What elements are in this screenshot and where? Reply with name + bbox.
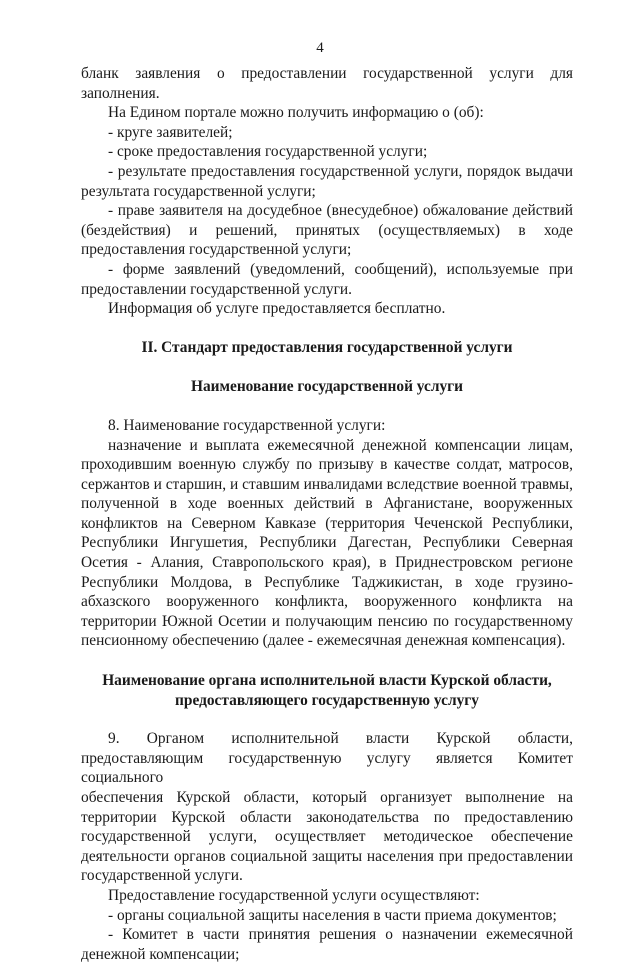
text-line: предоставления государственной услуги; bbox=[81, 241, 352, 259]
text-line: конфликтов на Северном Кавказе (территория Чеченской Республики, bbox=[81, 514, 573, 532]
text-line: предоставлении государственной услуги. bbox=[81, 280, 353, 298]
list-item: - органы социальной защиты населения в части приема документов; bbox=[108, 906, 557, 924]
list-item: - форме заявлений (уведомлений, сообщений), используемые при bbox=[108, 260, 573, 278]
list-item: - праве заявителя на досудебное (внесудебное) обжалование действий bbox=[108, 202, 573, 220]
text-line: 9. Органом исполнительной власти Курской области, bbox=[108, 730, 573, 748]
paragraph-title: 8. Наименование государственной услуги: bbox=[108, 416, 386, 434]
text-line: Осетия - Алания, Ставропольского края), в Приднестровском регионе bbox=[81, 554, 573, 572]
text-line: государственной услуги. bbox=[81, 867, 243, 885]
text-line: пенсионному обеспечению (далее - ежемесячная денежная компенсация). bbox=[81, 632, 566, 650]
text-line: бланк заявления о предоставлении государственной услуги для bbox=[81, 65, 573, 82]
text-line: территории Курской области законодательства по предоставлению bbox=[81, 808, 573, 826]
text-line: назначение и выплата ежемесячной денежной компенсации лицам, bbox=[108, 436, 573, 454]
text-line: территории Южной Осетии и получающим пенсию по государственному bbox=[81, 612, 573, 630]
page-content bbox=[81, 64, 573, 964]
subsection-heading: Наименование государственной услуги bbox=[190, 378, 464, 396]
text-line: полученной в ходе военных действий в Афганистане, вооруженных bbox=[81, 495, 573, 513]
text-line: результата государственной услуги; bbox=[81, 182, 316, 200]
text-line: заполнения. bbox=[81, 84, 160, 102]
text-line: проходившим военную службу по призыву в качестве солдат, матросов, bbox=[81, 456, 573, 474]
text-line: (бездействия) и решений, принятых (осуществляемых) в ходе bbox=[81, 221, 573, 239]
text-line: Республики Ингушетия, Республики Дагестан, Республики Северная bbox=[81, 534, 573, 552]
section-heading: II. Стандарт предоставления государственной услуги bbox=[141, 338, 513, 356]
list-item: - сроке предоставления государственной услуги; bbox=[108, 143, 428, 161]
text-line: государственной услуги, осуществляет методическое обеспечение bbox=[81, 828, 573, 846]
text-line: денежной компенсации; bbox=[81, 945, 240, 963]
text-line: сержантов и старшин, и ставшим инвалидами вследствие военной травмы, bbox=[81, 475, 573, 493]
text-line: деятельности органов социальной защиты населения при предоставлении bbox=[81, 847, 573, 865]
list-item: - круге заявителей; bbox=[108, 123, 233, 141]
text-line: абхазского вооруженного конфликта, вооруженного конфликта на bbox=[81, 593, 573, 611]
subsection-heading: предоставляющего государственную услугу bbox=[175, 691, 479, 709]
text-line: На Едином портале можно получить информацию о (об): bbox=[108, 104, 484, 122]
list-item: - Комитет в части принятия решения о назначении ежемесячной bbox=[108, 926, 573, 944]
text-line: обеспечения Курской области, который организует выполнение на bbox=[81, 789, 573, 806]
text-line: Информация об услуге предоставляется бесплатно. bbox=[108, 300, 446, 318]
subsection-heading: Наименование органа исполнительной власти Курской области, bbox=[102, 672, 552, 690]
text-line: предоставляющим государственную услугу является Комитет социального bbox=[81, 749, 573, 787]
text-line: Республики Молдова, в Республике Таджикистан, в ходе грузино- bbox=[81, 573, 573, 591]
text-line: Предоставление государственной услуги осуществляют: bbox=[108, 886, 480, 904]
list-item: - результате предоставления государственной услуги, порядок выдачи bbox=[108, 162, 573, 180]
page-number: 4 bbox=[316, 40, 324, 56]
